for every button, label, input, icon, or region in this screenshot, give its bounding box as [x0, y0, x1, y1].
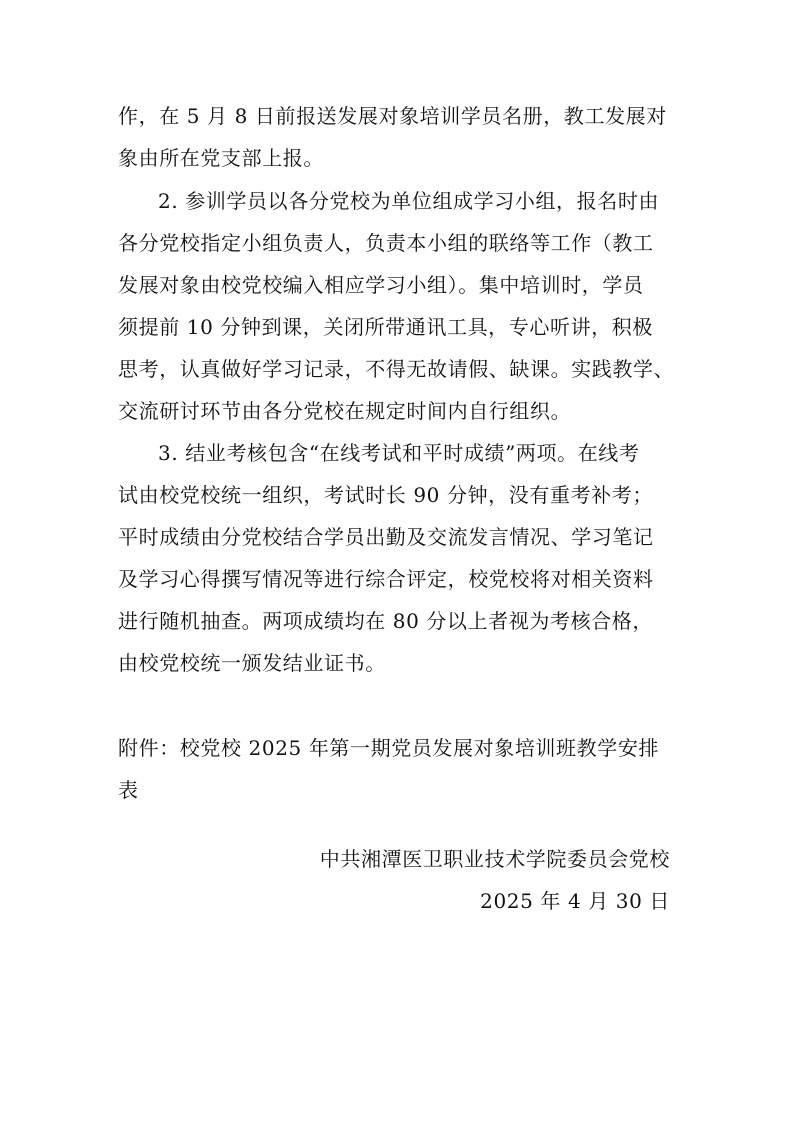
para3-line-6: 由校党校统一颁发结业证书。	[118, 651, 386, 675]
attachment-line-1: 附件：校党校 2025 年第一期党员发展对象培训班教学安排	[118, 736, 660, 760]
signature-org: 中共湘潭医卫职业技术学院委员会党校	[319, 847, 670, 871]
para3-line-2: 试由校党校统一组织，考试时长 90 分钟，没有重考补考；	[118, 483, 653, 507]
para2-line-4: 须提前 10 分钟到课，关闭所带通讯工具，专心听讲，积极	[118, 315, 653, 339]
para2-line-6: 交流研讨环节由各分党校在规定时间内自行组织。	[118, 399, 572, 423]
para3-line-5: 进行随机抽查。两项成绩均在 80 分以上者视为考核合格，	[118, 609, 653, 633]
signature-date: 2025 年 4 月 30 日	[480, 889, 670, 913]
para3-line-4: 及学习心得撰写情况等进行综合评定，校党校将对相关资料	[118, 567, 654, 591]
para1-line-1: 作，在 5 月 8 日前报送发展对象培训学员名册，教工发展对	[118, 104, 667, 128]
para3-line-3: 平时成绩由分党校结合学员出勤及交流发言情况、学习笔记	[118, 525, 654, 549]
para2-line-2: 各分党校指定小组负责人，负责本小组的联络等工作（教工	[118, 231, 654, 255]
para2-line-1: 2. 参训学员以各分党校为单位组成学习小组，报名时由	[158, 189, 660, 213]
para1-line-2: 象由所在党支部上报。	[118, 146, 324, 170]
attachment-line-2: 表	[118, 778, 139, 802]
para2-line-5: 思考，认真做好学习记录，不得无故请假、缺课。实践教学、	[118, 357, 675, 381]
para3-line-1: 3. 结业考核包含“在线考试和平时成绩”两项。在线考	[158, 441, 640, 465]
para2-line-3: 发展对象由校党校编入相应学习小组）。集中培训时，学员	[118, 273, 644, 297]
